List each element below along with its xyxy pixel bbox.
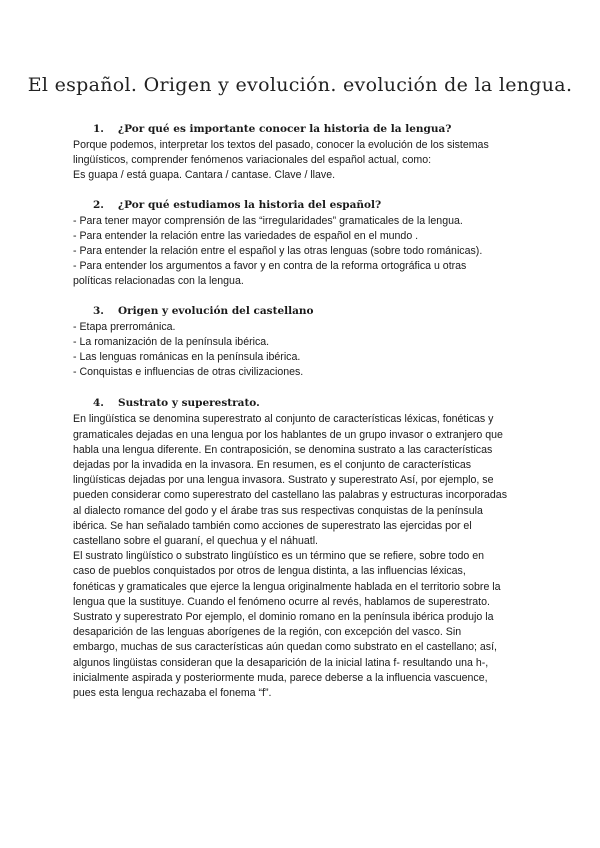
section-title: Origen y evolución del castellano bbox=[118, 304, 314, 317]
list-item: - Para entender los argumentos a favor y en contra de la reforma ortográfica u otras bbox=[73, 260, 467, 273]
paragraph-line: algunos lingüistas consideran que la desaparición de la inicial latina f- resultando una h-, bbox=[73, 656, 489, 669]
section-number: 1. bbox=[93, 123, 104, 135]
paragraph-line: embargo, muchas de sus características aún quedan como substrato en el castellano; así, bbox=[73, 641, 497, 654]
paragraph-line: al dialecto romance del godo y el árabe tras sus respectivas conquistas de la península bbox=[73, 504, 483, 517]
list-item: - Etapa prerrománica. bbox=[73, 320, 176, 333]
list-item: - Para entender la relación entre el español y las otras lenguas (sobre todo románicas). bbox=[73, 245, 483, 258]
list-item: - La romanización de la península ibérica. bbox=[73, 335, 270, 348]
paragraph-line: pueden considerar como superestrato del castellano las palabras y estructuras incorporadas bbox=[73, 489, 507, 502]
paragraph-line: dejadas por la invadida en la invasora. En resumen, es el conjunto de características bbox=[73, 459, 472, 472]
paragraph-line: El sustrato lingüístico o substrato lingüístico es un término que se refiere, sobre todo en bbox=[73, 550, 485, 563]
list-item: - Las lenguas románicas en la península ibérica. bbox=[73, 351, 301, 364]
section-heading bbox=[73, 396, 533, 410]
paragraph-line: habla una lengua diferente. En contraposición, se denomina sustrato a las características bbox=[73, 443, 493, 456]
paragraph-line: pues esta lengua rechazaba el fonema “f”. bbox=[73, 687, 272, 700]
section-heading bbox=[73, 198, 533, 212]
section-heading bbox=[73, 304, 533, 318]
list-item-continuation: políticas relacionadas con la lengua. bbox=[73, 275, 244, 288]
paragraph-line: ibérica. Se han señalado también como acciones de superestrato las ejercidas por el bbox=[73, 519, 472, 532]
paragraph-line: inicialmente aspirada y posteriormente muda, parece deberse a la influencia vascuence, bbox=[73, 671, 488, 684]
list-item: - Conquistas e influencias de otras civilizaciones. bbox=[73, 366, 304, 379]
paragraph-line: lingüísticos, comprender fenómenos variacionales del español actual, como: bbox=[73, 154, 432, 167]
section-number: 3. bbox=[93, 304, 104, 317]
section-title: ¿Por qué es importante conocer la historia de la lengua? bbox=[118, 123, 452, 135]
document-body bbox=[73, 122, 533, 701]
paragraph-line: castellano sobre el guaraní, el quechua y el náhuatl. bbox=[73, 535, 319, 548]
paragraph-line: desaparición de las lenguas aborígenes de la región, con excepción del vasco. Sin bbox=[73, 626, 462, 639]
paragraph-line: En lingüística se denomina superestrato al conjunto de características léxicas, fonéticas y bbox=[73, 413, 494, 426]
paragraph-line: Sustrato y superestrato Por ejemplo, el dominio romano en la península ibérica produjo la bbox=[73, 611, 494, 624]
paragraph-line: lingüísticas dejadas por una lengua invasora. Sustrato y superestrato Así, por ejemplo, se bbox=[73, 474, 494, 487]
paragraph-line: gramaticales dejadas en una lengua por los hablantes de un grupo invasor o extranjero que bbox=[73, 428, 503, 441]
paragraph-line: caso de pueblos conquistados por otros de lengua distinta, a las influencias léxicas, bbox=[73, 565, 466, 578]
page-title: El español. Origen y evolución. evolución de la lengua. bbox=[27, 74, 573, 96]
paragraph-line: lengua que la sustituye. Cuando el fenómeno ocurre al revés, hablamos de superestrato. bbox=[73, 595, 490, 608]
section-title: Sustrato y superestrato. bbox=[118, 397, 260, 410]
section-number: 2. bbox=[93, 198, 104, 211]
list-item: - Para entender la relación entre las variedades de español en el mundo . bbox=[73, 229, 419, 242]
section-heading bbox=[73, 122, 533, 136]
paragraph-line: Es guapa / está guapa. Cantara / cantase. Clave / llave. bbox=[73, 169, 336, 182]
paragraph-line: fonéticas y gramaticales que ejerce la lengua originalmente hablada en el territorio sobre la bbox=[73, 580, 501, 593]
section-number: 4. bbox=[93, 397, 104, 410]
section-title: ¿Por qué estudiamos la historia del español? bbox=[118, 198, 382, 211]
list-item: - Para tener mayor comprensión de las “irregularidades” gramaticales de la lengua. bbox=[73, 214, 463, 227]
paragraph-line: Porque podemos, interpretar los textos del pasado, conocer la evolución de los sistemas bbox=[73, 139, 489, 151]
